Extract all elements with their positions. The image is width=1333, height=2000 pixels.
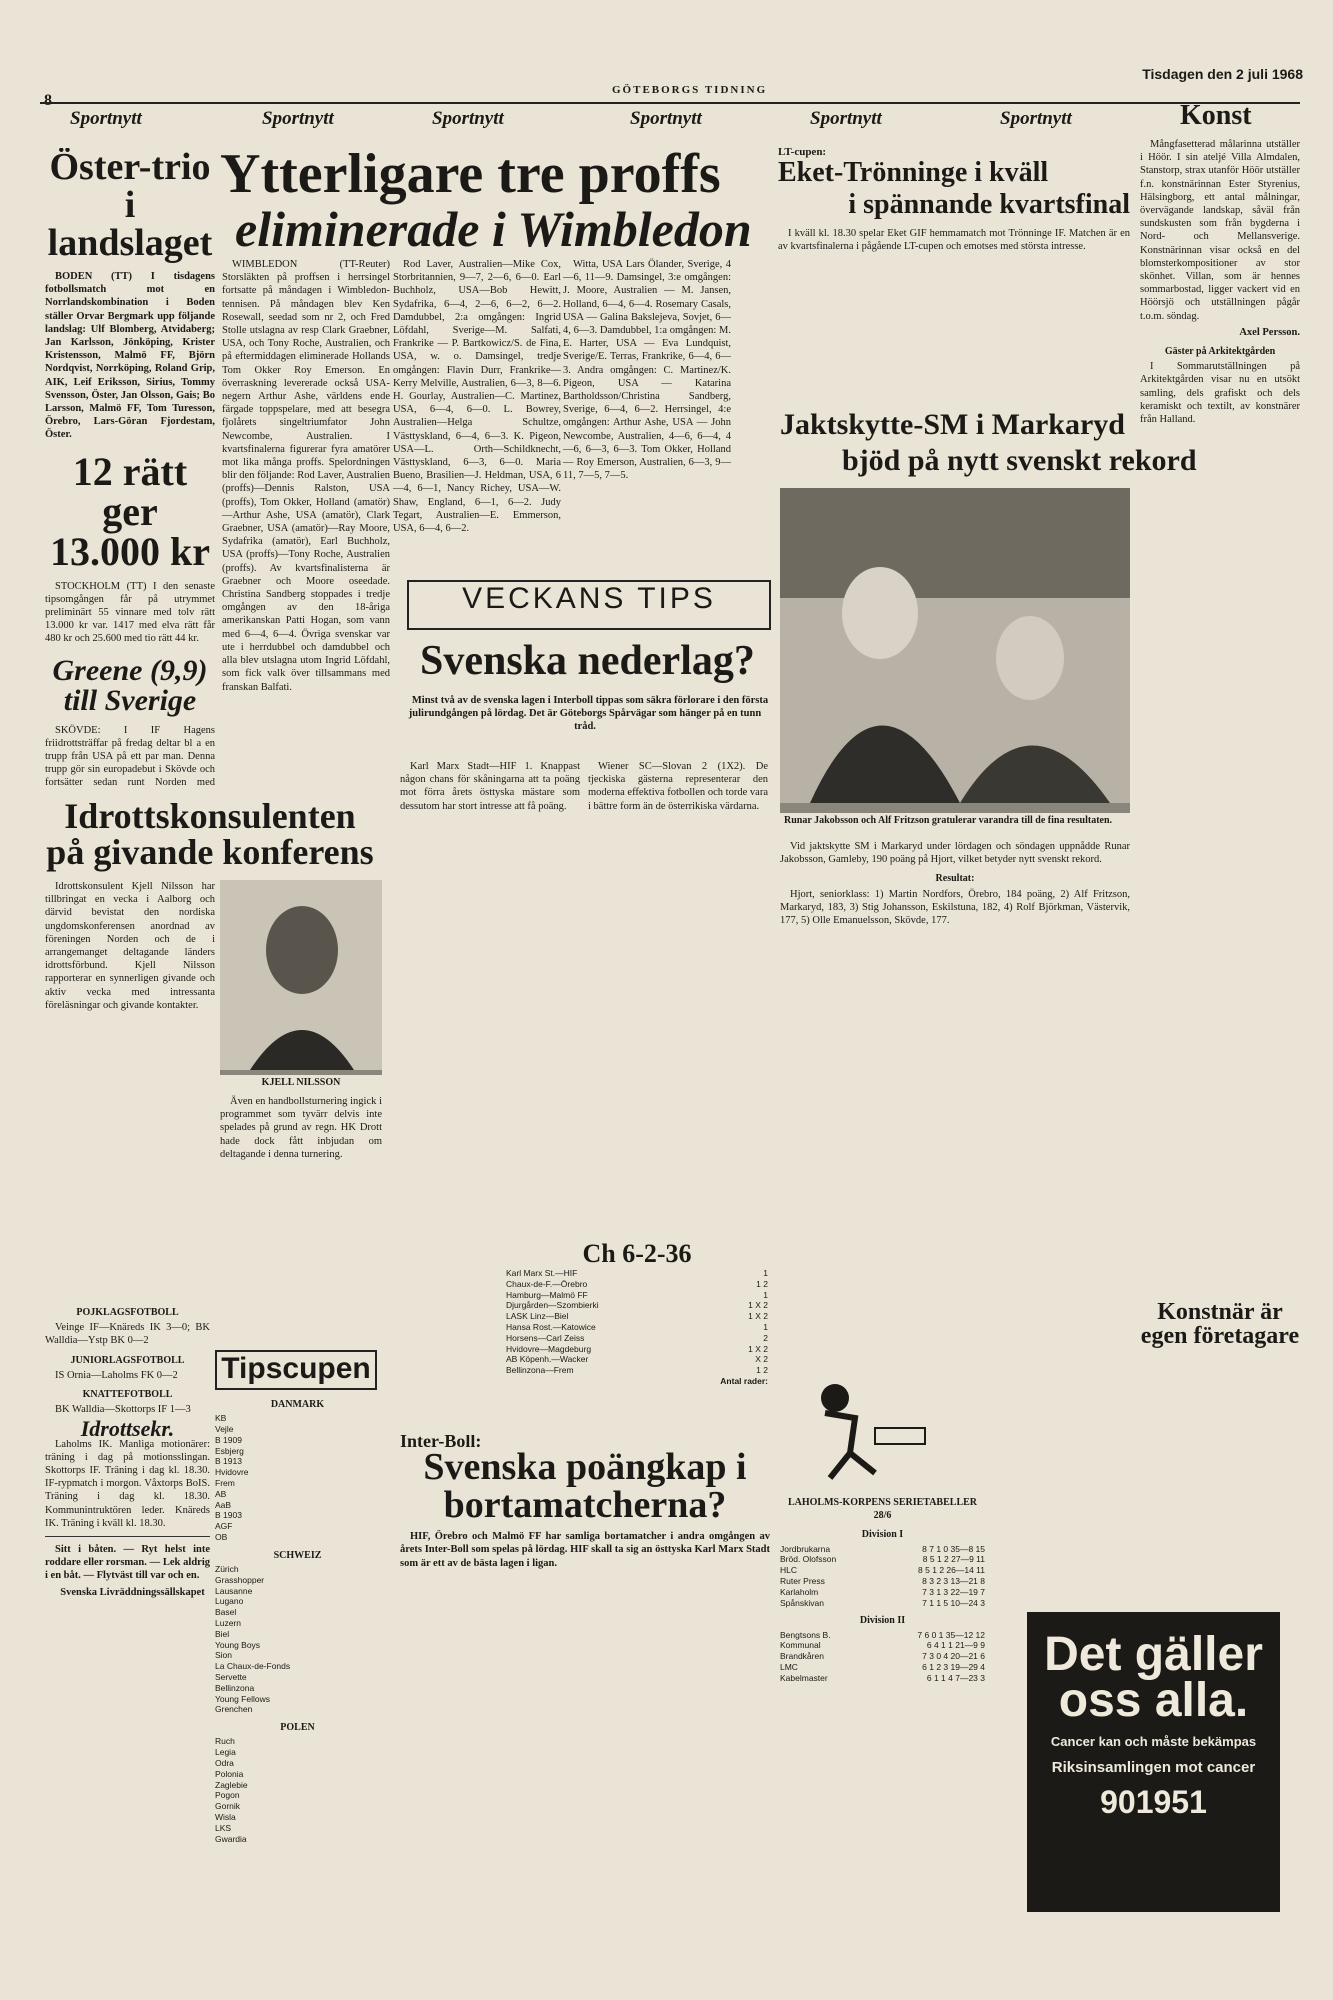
konst-text: Mångfasetterad målarinna utställer i Höör. I sin ateljé Villa Almdalen, Stanstorp, strax utanför Höör utställer f.n. konstnärinnan Ester Styrenius, Hälsingborg, ett antal målningar, övervägande landskap, såväl från sundskusten som från bygderna i Nord- och Mellansverige. Konstnärinnan visar också en del blomsterkompositioner av stor skönhet. Villan, som är hennes sommarbostad, ligger vackert vid en Höörsjö och utställningen pågår t.o.m. söndag. [1140,139,1300,322]
konsulent-headline: Idrottskonsulenten på givande konferens [46,798,374,872]
interboll-headline: Svenska poängkap i bortamatcherna? [423,1446,747,1527]
headline-12-ratt: 12 rätt ger 13.000 kr [50,448,210,574]
table-row: Lausanne [215,1585,253,1596]
tips-headline: Svenska nederlag? [420,638,755,684]
table-row [506,1290,768,1301]
tipscup-pl-title: POLEN [280,1722,315,1734]
division1-title: Division I [861,1529,904,1541]
pojk-title: POJKLAGSFOTBOLL [76,1307,179,1318]
wimbledon-col-3 [563,258,731,558]
table-row: Odra [215,1757,234,1768]
jakt-photo [780,488,1130,828]
row-label: Kommunal [780,1640,821,1651]
knatte-results: BK Walldia—Skottorps IF 1—3 [55,1404,191,1416]
table-row: Ruch [215,1736,235,1747]
pojk-results: Veinge IF—Knäreds IK 3—0; BK Walldia—Ystp BK 0—2 [45,1322,210,1347]
table-row [780,1673,985,1684]
konstnar-headline: Konstnär är egen företagare [1140,1300,1300,1349]
tipscup-pl-rows [215,1736,380,1844]
junior-title: JUNIORLAGSFOTBOLL [70,1354,185,1366]
konstnar-article [1140,1300,1300,1600]
tips-lead-box [400,694,770,754]
table-row: Vejle [215,1424,234,1434]
row-label: AB Köpenh.—Wacker [506,1354,589,1365]
table-row: Polonia [215,1768,244,1779]
junior-results: IS Ornia—Laholms FK 0—2 [55,1369,178,1381]
page-number: 8 [44,92,52,109]
nilsson-col [220,1095,382,1325]
table-row [780,1544,985,1555]
row-value: 1 X 2 [748,1311,768,1322]
tips-col-2 [588,760,768,1320]
row-label: HLC [780,1565,798,1576]
top-rule [40,102,1300,104]
eket-kicker: LT-cupen: [778,146,827,158]
result-text: Hjort, seniorklass: 1) Martin Nordfors, Örebro, 184 poäng, 2) Alf Fritzson, Markaryd, 183, 3) Stig Johansson, Eskilstuna, 182, 4) Rolf Björkman, Västervik, 177, 5) Olle Emanuelsson, Skövde, 177. [780,888,1130,927]
row-value: X 2 [755,1354,768,1365]
row-label: LASK Linz—Biel [506,1311,569,1322]
cup-table-title: Ch 6-2-36 [582,1240,692,1268]
interboll-article [400,1435,770,1985]
tipscup-dk-title: DANMARK [270,1399,325,1410]
table-row [780,1598,985,1609]
main-subheadline: eliminerade i Wimbledon [235,201,752,257]
row-value: 1 X 2 [748,1300,768,1311]
small-results-col [45,1300,210,1990]
table-row [780,1587,985,1598]
division1-rows [780,1544,985,1609]
gaster-title: Gäster på Arkitektgården [1164,346,1276,358]
tipscup-dk-rows [215,1413,380,1543]
table-row: Grasshopper [215,1574,265,1585]
knatte-title: KNATTEFOTBOLL [82,1389,173,1401]
row-value: 1 2 [756,1365,768,1376]
table-row: Hvidovre [215,1467,249,1478]
table-row: Esbjerg [215,1445,244,1456]
jakt-headline: Jaktskytte-SM i Markaryd [780,408,1125,441]
jakt-caption: Runar Jakobsson och Alf Fritzson gratulerar varandra till de fina resultaten. [780,813,1130,828]
wimbledon-col-2 [393,258,561,558]
row-label: Hansa Rost.—Katowice [506,1321,596,1332]
issue-date: Tisdagen den 2 juli 1968 [1142,66,1303,82]
row-label: Brandkåren [780,1651,824,1662]
gaster-text: I Sommarutställningen på Arkitektgården visar nu en utsökt samling, dels grafiskt och dels keramiskt och textilt, av konstnärer från Halland. [1140,361,1300,426]
section-kicker: Sportnytt [70,108,142,129]
article-landslaget: BODEN (TT) I tisdagens fotbollsmatch mot en Norrlandskombination i Boden ställer Orvar Bergmark upp följande landslag: Ulf Blomberg, Atvidaberg; Jan Karlsson, Jönköping, Krister Kristensson, Malmö FF, Björn Nordqvist, Norrköping, Roland Grip, AIK, Leif Eriksson, Sirius, Tommy Svensson, Öster, Jan Olsson, Gais; Bo Larsson, Malmö FF, Tom Turesson, Örebro, Lars-Göran Fjordestam, Öster. [45,271,215,441]
sekr-text: Laholms IK. Manliga motionärer: träning i dag på motionsslingan. Skottorps IF. Träning i dag kl. 18.30. IF-rypmatch i morgon. Våxtorps BoIS. Träning i dag kl. 18.30. Kommunintruktören leder. Knäreds IK. Träning i kväll kl. 18.30. [45,1438,210,1529]
headline-greene: Greene (9,9) till Sverige [52,653,208,717]
row-value: 8 5 1 2 27—9 11 [922,1554,985,1565]
safety-note: Sitt i båten. — Ryt helst inte roddare eller rorsman. — Lek aldrig i en båt. — Flytväst till var och en. [45,1544,210,1582]
table-row: La Chaux-de-Fonds [215,1661,291,1672]
main-headline: Ytterligare tre proffs [220,143,721,205]
nilsson-text: Även en handbollsturnering ingick i programmet som tyvärr delvis inte spelades på grund av regn. HK Drott hade dock fått inbjudan om deltagande i denna turnering. [220,1096,382,1160]
jakt-subheadline: bjöd på nytt svenskt rekord [842,444,1197,477]
konsulent-text: Idrottskonsulent Kjell Nilsson har tillbringat en vecka i Aalborg och därvid bevistat den nordiska ungdomskonferensen anordnad av föreningen Norden och de i arrangemanget deltagande länders idrottsförbund. Kjell Nilsson rapporterar en synnerligen givande och aktiv vecka med intressanta föreläsningar och givande kontakter. [45,881,215,1011]
konsulent-col [45,880,215,1300]
table-row [506,1322,768,1333]
tipscupen-table [215,1392,380,1992]
nilsson-caption: KJELL NILSSON [220,1075,382,1090]
row-value: 7 1 1 5 10—24 3 [922,1597,985,1608]
table-row [506,1365,768,1376]
row-label: Bengtsons B. [780,1629,831,1640]
table-row [780,1554,985,1565]
eket-article [778,146,1130,386]
cup-table [506,1240,768,1430]
table-row [506,1333,768,1344]
row-label: Bellinzona—Frem [506,1365,574,1376]
cancer-ad-org: Riksinsamlingen mot cancer [1051,1759,1256,1776]
row-label: Karl Marx St.—HIF [506,1268,578,1278]
table-row [780,1662,985,1673]
row-value: 2 [763,1332,768,1343]
eket-subheadline: i spännande kvartsfinal [848,189,1130,221]
table-row: KB [215,1413,227,1424]
table-row: Servette [215,1671,247,1682]
jakt-article [780,840,1130,1360]
table-row: Young Fellows [215,1693,270,1704]
table-row: Bellinzona [215,1682,255,1693]
table-row: Luzern [215,1617,241,1628]
table-row: Pogon [215,1790,240,1801]
table-row [506,1311,768,1322]
table-row: AB [215,1488,227,1499]
nilsson-photo [220,880,382,1090]
table-row: Young Boys [215,1639,261,1650]
korp-tables [780,1490,985,1990]
tips-col-1 [400,760,580,1320]
row-label: Ruter Press [780,1576,825,1586]
portrait-image [220,880,382,1070]
tipscup-ch-title: SCHWEIZ [273,1549,322,1561]
table-row: Grenchen [215,1704,253,1715]
eket-headline: Eket-Trönninge i kväll [778,157,1049,189]
row-label: Bröd. Olofsson [780,1554,837,1565]
row-label: Spånskivan [780,1597,824,1608]
wimbledon-col-1 [222,258,390,758]
row-value: 8 3 2 3 13—21 8 [922,1576,985,1586]
interboll-kicker: Inter-Boll: [400,1435,482,1451]
row-label: Horsens—Carl Zeiss [506,1332,585,1343]
football-player-icon [795,1368,930,1483]
table-row: B 1913 [215,1456,242,1467]
konst-column [1140,138,1300,1278]
row-label: Hamburg—Malmö FF [506,1289,588,1300]
tipscup-ch-rows [215,1564,380,1715]
table-row: B 1909 [215,1434,242,1445]
shooters-image [780,488,1130,803]
konst-section-title: Konst [1180,100,1252,131]
table-row [506,1268,768,1279]
table-row: Gwardia [215,1833,247,1844]
wimbledon-text-1: WIMBLEDON (TT-Reuter) Storsläkten på proffsen i herrsingel fortsatte på måndagen i Wimbledon-tennisen. På måndagen blev Ken Rosewall, seedad som nr 2, och Fred Stolle utslagna av resp Clark Graebner, USA, och Tony Roche, Australien, och på eftermiddagen eliminerade Hollands Tom Okker Roy Emerson. En överraskning levererade också USA-negern Arthur Ashe, världens ende färgade toppspelare, med att besegra fjolårets singeltriumfator John Newcombe, Australien. I kvartsfinalerna figurerar fyra amatörer mot lika många proffs. Spelordningen blir den följande: Rod Laver, Australien (proffs)—Dennis Ralston, USA (proffs), Tom Okker, Holland (amatör)—Arthur Ashe, USA (amatör), Clark Graebner, USA (amatör)—Ray Moore, Sydafrika (amatör), Earl Buchholz, USA (proffs)—Tony Roche, Australien (proffs). Av kvartsfinalisterna är Graebner och Moore oseedade. Christina Sandberg stoppades i tredje omgången av den 18-åriga amerikanskan Patti Hogan, som vann med 6—4, 6—4. Övriga svenskar var ute i herrdubbel och damdubbel och alla blev utslagna utom Ingrid Löfdahl, som fick valk över tillsammans med franskan Balfati. [222,259,390,693]
tips-text-2: Wiener SC—Slovan 2 (1X2). De tjeckiska gästerna representerar den moderna effektiva fotbollen och torde vara i bättre form än de österrikiska värdarna. [588,761,768,812]
konst-signature: Axel Persson. [1239,326,1300,338]
table-row [506,1300,768,1311]
safety-source: Svenska Livräddningssällskapet [60,1586,205,1598]
left-column [45,148,215,788]
row-value: 1 X 2 [748,1343,768,1354]
table-row: Basel [215,1607,237,1618]
table-row: Biel [215,1628,230,1639]
paper-name: GÖTEBORGS TIDNING [612,84,768,96]
row-label: Djurgården—Szombierki [506,1300,599,1311]
article-greene: SKÖVDE: I IF Hagens friidrottsträffar på fredag deltar bl a en trupp från USA på ett par man. Denna trupp gör sin europadebut i Skövde och fortsätter sedan runt Norden med [45,724,215,788]
wimbledon-text-3: Witta, USA Lars Ölander, Sverige, 4—6, 11—9. Damsingel, 3:e omgången: J. Moore, Australien — M. Jansen, Holland, 6—4, 6—4. Rosemary Casals, USA — Galina Bakslejeva, Sovjet, 6—4, 6—3. Damdubbel, 1:a omgången: M. E. Harter, USA — Eva Lundquist, Sverige/E. Terras, Frankrike, 6—4, 6—3. Andra omgången: C. Martinez/K. Pigeon, USA — Katarina Bartholdsson/Christina Sandberg, Sverige, 6—4, 6—2. Herrsingel, 4:e omgången: Arthur Ashe, USA — John Newcombe, Australien, 4—6, 6—4, 4—6, 6—3, 6—3. Tom Okker, Holland — Roy Emerson, Australien, 6—3, 9—11, 7—5, 7—5. [563,259,731,482]
row-value: 1 [763,1268,768,1278]
result-title: Resultat: [935,873,975,885]
table-row: AGF [215,1521,233,1532]
section-kicker: Sportnytt [262,108,334,129]
cup-table-rows [506,1268,768,1376]
table-row: Lugano [215,1596,244,1607]
row-value: 7 6 0 1 35—12 12 [917,1629,985,1640]
cancer-ad-tagline: Cancer kan och måste bekämpas [1050,1734,1257,1749]
table-row: Frem [215,1477,235,1488]
tips-text-1: Karl Marx Stadt—HIF 1. Knappast någon chans för skåningarna att ta poäng mot förra årets östtyska mästare som dessutom har stort intresse att få poäng. [400,761,580,812]
row-value: 6 1 1 4 7—23 3 [926,1672,985,1683]
row-value: 1 2 [756,1278,768,1289]
section-kicker: Sportnytt [1000,108,1072,129]
row-value: 1 [763,1289,768,1300]
tipscupen-box: Tipscupen [215,1350,377,1390]
separator [45,1536,210,1537]
headline-oster-trio: Öster-trio i landslaget [47,148,213,264]
eket-text: I kväll kl. 18.30 spelar Eket GIF hemmamatch mot Trönninge IF. Matchen är en av kvartsfinalerna i pågående LT-cupen och emotses med största intresse. [778,228,1130,253]
table-row: OB [215,1531,228,1542]
row-value: 7 3 0 4 20—21 6 [922,1651,985,1662]
division2-rows [780,1630,985,1684]
table-row [780,1565,985,1576]
table-row [780,1640,985,1651]
section-kicker: Sportnytt [630,108,702,129]
wimbledon-text-2: Rod Laver, Australien—Mike Cox, Storbritannien, 9—7, 2—6, 6—0. Earl Buchholz, USA—Bob Hewitt, Sydafrika, 6—4, 2—6, 6—2, 6—2. Damdubbel, 2:a omgången: Ingrid Löfdahl, Sverige—M. Salfati, Frankrike — P. Bartkowicz/S. de Fina, USA, w. o. Damsingel, tredje omgången: Flavin Durr, Frankrike—Kerry Melville, Australien, 6—3, 8—6. H. Gourlay, Australien—C. Martinez, USA, 6—4, 6—0. L. Bowrey, Australien—Helga Schultze, Västtyskland, 6—4, 6—3. K. Pigeon, USA—L. Orth—Schildknecht, Västtyskland, 6—3, 6—0. Maria Bueno, Brasilien—J. Heldman, USA, 6—4, 6—1, Nancy Richey, USA—W. Shaw, England, 6—1, 6—2. Judy Tegart, Australien—E. Emmerson, USA, 6—4, 6—2. [393,259,561,535]
table-row: Zürich [215,1563,239,1574]
veckans-tips-box: VECKANS TIPS [407,580,771,630]
table-row [780,1576,985,1587]
korp-fotboll-logo [795,1368,930,1483]
table-row: LKS [215,1822,232,1833]
tips-lead: Minst två av de svenska lagen i Interboll tippas som säkra förlorare i den första julirundgången på lördag. Det är Göteborgs Spårvägar som hänger på en tunn tråd. [408,695,769,733]
table-row [780,1651,985,1662]
table-row [506,1279,768,1290]
table-row: Zaglebie [215,1779,248,1790]
table-row: Gornik [215,1801,241,1812]
row-value: 8 5 1 2 26—14 11 [918,1565,985,1576]
jakt-text: Vid jaktskytte SM i Markaryd under lördagen och söndagen uppnådde Runar Jakobsson, Gamleby, 190 poäng på Hjort, vilket betyder nytt svenskt rekord. [780,841,1130,866]
section-kicker: Sportnytt [810,108,882,129]
row-value: 8 7 1 0 35—8 15 [922,1543,985,1554]
sekr-title: Idrottsekr. [80,1416,175,1442]
row-label: Chaux-de-F.—Örebro [506,1278,588,1289]
cancer-ad-slogan: Det gäller oss alla. [1044,1628,1263,1727]
row-label: Kabelmaster [780,1672,828,1683]
interboll-text: HIF, Örebro och Malmö FF har samliga bortamatcher i andra omgången av årets Inter-Boll som spelas på lördag. HIF skall ta sig an östtyska Karl Marx Stadt som är ett av de bästa lagen i ligan. [400,1531,770,1569]
row-label: Hvidovre—Magdeburg [506,1343,592,1354]
table-row: Legia [215,1747,236,1758]
cup-table-antal: Antal rader: [720,1375,768,1386]
row-value: 1 [763,1321,768,1332]
table-row: B 1903 [215,1510,242,1521]
table-row [506,1354,768,1365]
row-value: 6 1 2 3 19—29 4 [922,1661,985,1672]
section-kicker: Sportnytt [432,108,504,129]
table-row: AaB [215,1499,232,1510]
cancer-ad-giro: 901951 [1100,1784,1207,1820]
article-tips-win: STOCKHOLM (TT) I den senaste tipsomgången får på utrymmet preliminärt 55 vinnare med tolv rätt 13.000 kr var. 1417 med elva rätt får 480 kr och 25.600 med tio rätt 44 kr. [45,580,215,645]
row-label: LMC [780,1661,798,1672]
table-row [506,1344,768,1355]
row-label: Karlaholm [780,1586,819,1597]
table-row: Sion [215,1650,233,1661]
row-value: 6 4 1 1 21—9 9 [926,1640,985,1651]
row-value: 7 3 1 3 22—19 7 [922,1586,985,1597]
division2-title: Division II [859,1615,906,1627]
table-row [780,1630,985,1641]
table-row: Wisla [215,1811,236,1822]
row-label: Jordbrukarna [780,1543,831,1554]
cancer-ad [1027,1612,1280,1912]
korp-title: LAHOLMS-KORPENS SERIETABELLER 28/6 [787,1497,978,1522]
